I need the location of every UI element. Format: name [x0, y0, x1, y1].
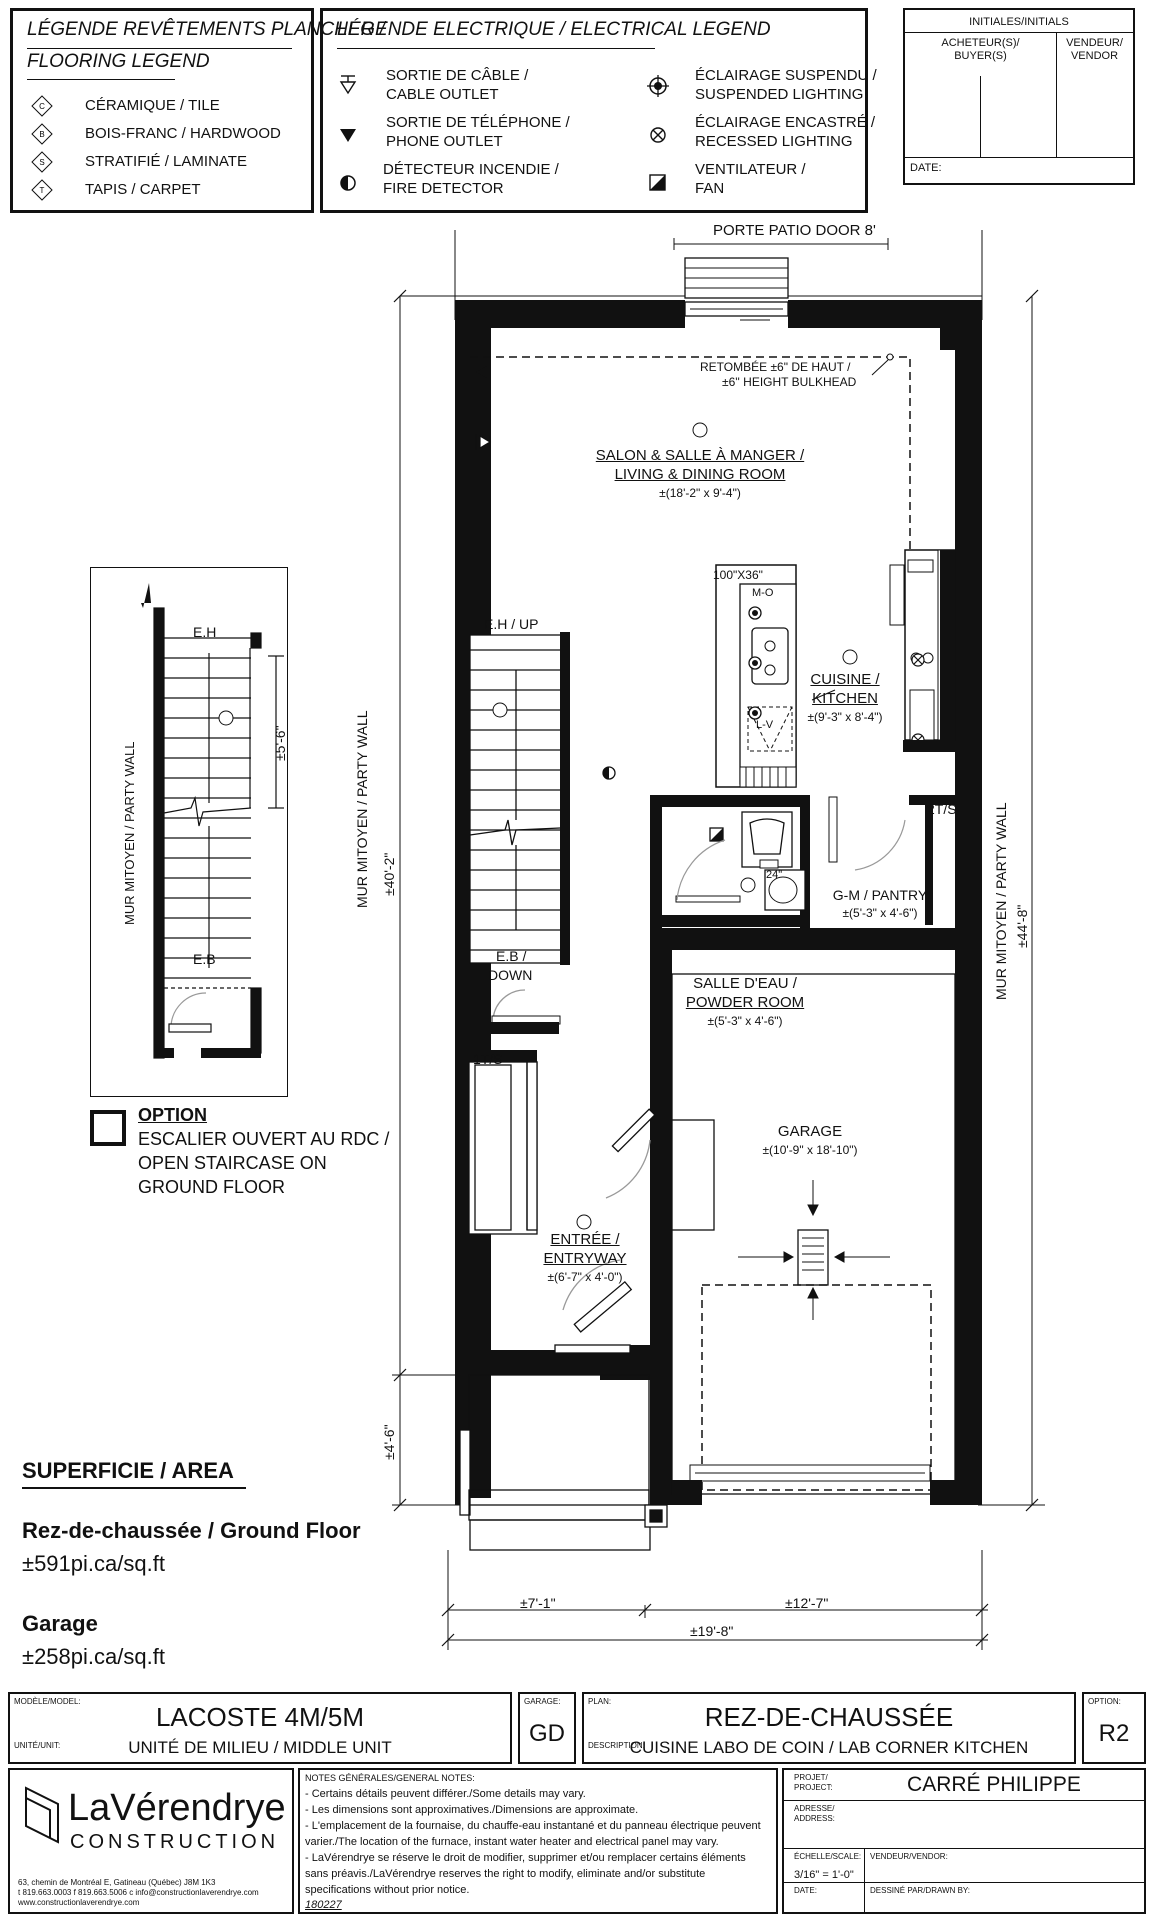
company-name: LaVérendrye — [68, 1787, 286, 1829]
shelf-2-label: 2T/S — [927, 801, 957, 817]
patio-door-label: PORTE PATIO DOOR 8' — [713, 222, 876, 239]
flooring-legend-title: LÉGENDE REVÊTEMENTS PLANCHER / — [27, 19, 385, 40]
ceramic-diamond-icon — [31, 95, 53, 117]
entry-label-fr: ENTRÉE / — [550, 1231, 620, 1248]
option-code-value: R2 — [1098, 1720, 1130, 1747]
hardwood-diamond-icon — [31, 123, 53, 145]
area-ground-label: Rez-de-chaussée / Ground Floor — [22, 1518, 361, 1543]
flooring-legend — [10, 8, 385, 213]
unit-value: UNITÉ DE MILIEU / MIDDLE UNIT — [128, 1738, 392, 1757]
fire-detector-label-en: FIRE DETECTOR — [383, 180, 504, 197]
kitchen-label-en: KITCHEN — [812, 690, 878, 707]
entry-dimensions: ±(6'-7" x 4'-0") — [547, 1270, 623, 1284]
living-label-en: LIVING & DINING ROOM — [614, 466, 786, 483]
pantry-dimensions: ±(5'-3" x 4'-6") — [842, 906, 918, 920]
company-address: 63, chemin de Montréal E, Gatineau (Québec) J8M 1K3 — [18, 1878, 216, 1887]
area-title-underline — [22, 1487, 246, 1489]
door-swing-pantry — [855, 820, 905, 870]
plan-label: PLAN: — [588, 1697, 612, 1706]
stair-floor-tag — [493, 703, 507, 717]
plan-cell — [582, 1692, 1076, 1764]
powder-label-fr: SALLE D'EAU / — [693, 975, 797, 992]
counter-size-label: 100"X36" — [713, 568, 763, 582]
model-value: LACOSTE 4M/5M — [155, 1702, 365, 1732]
initials-vendor-label-en: VENDOR — [1070, 50, 1119, 62]
electrical-legend — [320, 8, 877, 213]
garage-label: GARAGE — [777, 1123, 843, 1140]
area-ground-value: ±591pi.ca/sq.ft — [22, 1551, 165, 1576]
notes-cell — [298, 1768, 778, 1914]
initials-title: INITIALES/INITIALS — [969, 16, 1069, 28]
project-value: CARRÉ PHILIPPE — [907, 1773, 1081, 1796]
notes-title: NOTES GÉNÉRALES/GENERAL NOTES: — [305, 1773, 475, 1783]
option-stairs-up-label: E.H — [193, 624, 217, 640]
flooring-item-carpet — [31, 179, 53, 206]
shelf-1-label: 1T/S — [473, 1051, 503, 1067]
option-line-3: GROUND FLOOR — [138, 1177, 286, 1197]
svg-text:B: B — [39, 130, 45, 139]
project-row-divider-2 — [784, 1848, 1144, 1849]
phone-outlet-icon — [338, 126, 358, 146]
fire-detector-icon — [603, 767, 615, 779]
vendor-label: VENDEUR/VENDOR: — [870, 1852, 948, 1861]
flooring-item-label: TAPIS / CARPET — [85, 181, 201, 198]
recessed-lighting-label-en: RECESSED LIGHTING — [695, 133, 853, 150]
address-label-en: ADDRESS: — [794, 1814, 835, 1823]
suspended-lighting-label-en: SUSPENDED LIGHTING — [695, 86, 864, 103]
notes-line: - LaVérendrye se réserve le droit de modifier, supprimer et/ou remplacer certains éléments — [305, 1852, 746, 1864]
dimension-left: ±40'-2" — [381, 852, 397, 896]
dimension-bottom-total: ±19'-8" — [690, 1623, 734, 1639]
kitchen-label-fr: CUISINE / — [810, 671, 880, 688]
microwave-label: M-O — [752, 587, 774, 599]
door-swing-powder — [677, 840, 725, 900]
bulkhead-label-fr: RETOMBÉE ±6" DE HAUT / — [700, 360, 851, 374]
stairs-up-label: E.H / UP — [484, 616, 539, 632]
bulkhead-leader — [872, 360, 888, 375]
company-cell — [8, 1768, 294, 1914]
option-title: OPTION — [138, 1105, 208, 1125]
kitchen-dimensions: ±(9'-3" x 8'-4") — [807, 710, 883, 724]
living-floor-tag — [693, 423, 707, 437]
living-label-fr: SALON & SALLE À MANGER / — [595, 447, 805, 464]
svg-text:T: T — [39, 186, 45, 195]
scale-label: ÉCHELLE/SCALE: — [794, 1852, 862, 1861]
garage-dimensions: ±(10'-9" x 18'-10") — [762, 1143, 858, 1157]
garage-type-label: GARAGE: — [524, 1697, 561, 1706]
notes-line: - L'emplacement de la fournaise, du chauffe-eau instantané et du panneau électrique peuvent — [305, 1820, 761, 1832]
garage-cell — [518, 1692, 576, 1764]
svg-text:S: S — [39, 158, 45, 167]
initials-box — [903, 8, 1135, 185]
cable-outlet-icon — [338, 73, 358, 97]
suspended-lighting-label-fr: ÉCLAIRAGE SUSPENDU / — [695, 67, 877, 84]
flooring-item-ceramic — [31, 95, 53, 122]
phone-outlet-label-fr: SORTIE DE TÉLÉPHONE / — [386, 114, 570, 131]
model-cell — [8, 1692, 512, 1764]
powder-label-en: POWDER ROOM — [685, 994, 805, 1011]
initials-buyer-label-en: BUYER(S) — [954, 50, 1007, 62]
laminate-diamond-icon — [31, 151, 53, 173]
kitchen-floor-tag — [843, 650, 857, 664]
date-label: DATE: — [794, 1886, 817, 1895]
initials-date-divider — [905, 157, 1133, 158]
bulkhead-label-en: ±6'' HEIGHT BULKHEAD — [722, 375, 857, 389]
bulkhead-marker — [887, 354, 893, 360]
area-title: SUPERFICIE / AREA — [22, 1458, 234, 1483]
porch — [460, 1375, 667, 1550]
flooring-item-hardwood — [31, 123, 53, 150]
powder-dimensions: ±(5'-3" x 4'-6") — [707, 1014, 783, 1028]
company-phone: t 819.663.0003 f 819.663.5006 c info@constructionlaverendrye.com — [18, 1888, 259, 1897]
fan-icon — [710, 828, 723, 841]
drawn-by-label: DESSINÉ PAR/DRAWN BY: — [870, 1886, 971, 1895]
initials-col-divider-2 — [980, 76, 981, 157]
option-checkbox[interactable] — [90, 1110, 126, 1146]
electrical-legend-underline — [337, 48, 655, 49]
fan-label-fr: VENTILATEUR / — [695, 161, 806, 178]
company-logo-icon — [22, 1784, 62, 1846]
option-party-wall: MUR MITOYEN / PARTY WALL — [122, 741, 137, 925]
scale-value: 3/16" = 1'-0" — [794, 1869, 854, 1881]
electrical-legend-title: LÉGENDE ELECTRIQUE / ELECTRICAL LEGEND — [337, 19, 771, 40]
option-line-1: ESCALIER OUVERT AU RDC / — [138, 1129, 390, 1149]
option-staircase-detail — [90, 567, 288, 1097]
garage — [672, 974, 955, 1494]
dimension-bottom-right: ±12'-7" — [785, 1595, 829, 1611]
project-row-divider — [784, 1800, 1144, 1801]
party-wall-right: MUR MITOYEN / PARTY WALL — [993, 802, 1009, 1000]
stairs-down-label: E.B / — [496, 948, 527, 964]
recessed-lighting-label-fr: ÉCLAIRAGE ENCASTRÉ / — [695, 114, 876, 131]
recessed-lighting-icon — [648, 125, 668, 145]
notes-line: sans préavis./LaVérendrye reserves the right to modify, eliminate and/or substitute — [305, 1868, 706, 1880]
unit-label: UNITÉ/UNIT: — [14, 1741, 61, 1750]
option-code-label: OPTION: — [1088, 1697, 1121, 1706]
project-label-en: PROJECT: — [794, 1783, 833, 1792]
area-garage-value: ±258pi.ca/sq.ft — [22, 1644, 165, 1669]
fan-label-en: FAN — [695, 180, 725, 197]
fire-detector-label-fr: DÉTECTEUR INCENDIE / — [383, 161, 559, 178]
stair-wall — [560, 632, 570, 965]
flooring-item-label: STRATIFIÉ / LAMINATE — [85, 153, 247, 170]
kitchen-wall-tile — [940, 550, 955, 740]
flooring-legend-underline-2 — [27, 79, 175, 80]
option-line-2: OPEN STAIRCASE ON — [138, 1153, 327, 1173]
entry-label-en: ENTRYWAY — [543, 1250, 627, 1267]
dimension-right: ±44'-8" — [1014, 904, 1030, 948]
initials-buyer-label: ACHETEUR(S)/ — [941, 37, 1020, 49]
company-sub: CONSTRUCTION — [70, 1831, 280, 1853]
carpet-diamond-icon — [31, 179, 53, 201]
flooring-item-label: BOIS-FRANC / HARDWOOD — [85, 125, 281, 142]
project-col-divider — [864, 1848, 865, 1912]
initials-divider — [905, 32, 1133, 33]
entry-closet — [469, 1062, 655, 1353]
entry-floor-tag — [577, 1215, 591, 1229]
flooring-item-laminate — [31, 151, 53, 178]
notes-line: - Certains détails peuvent différer./Some details may vary. — [305, 1788, 586, 1800]
garage-type-value: GD — [529, 1720, 565, 1747]
dishwasher-label: L-V — [756, 719, 774, 731]
kitchen-wall-segment — [903, 740, 955, 752]
cable-outlet-label-fr: SORTIE DE CÂBLE / — [386, 67, 529, 84]
notes-line: - Les dimensions sont approximatives./Dimensions are approximate. — [305, 1804, 639, 1816]
flooring-item-label: CÉRAMIQUE / TILE — [85, 97, 220, 114]
option-stairs-dimension: ±5'-6" — [272, 725, 288, 761]
powder-room-fixtures — [676, 812, 805, 910]
option-cell — [1082, 1692, 1146, 1764]
option-stairs-down-label: E.B — [193, 951, 216, 967]
description-value: CUISINE LABO DE COIN / LAB CORNER KITCHEN — [629, 1738, 1029, 1757]
project-label: PROJET/ — [794, 1773, 828, 1782]
initials-vendor-label: VENDEUR/ — [1066, 37, 1123, 49]
stairs-down-label-2: DOWN — [488, 967, 533, 983]
flooring-legend-underline — [27, 48, 292, 49]
initials-date-label: DATE: — [910, 162, 942, 174]
garage-walls — [672, 1480, 982, 1505]
cable-outlet-label-en: CABLE OUTLET — [386, 86, 499, 103]
suspended-lighting-icon — [647, 75, 669, 97]
notes-code: 180227 — [305, 1899, 342, 1911]
flooring-legend-subtitle: FLOORING LEGEND — [27, 51, 210, 72]
notes-line: specifications without prior notice. — [305, 1884, 470, 1896]
party-wall-left: MUR MITOYEN / PARTY WALL — [354, 710, 370, 908]
patio-door — [685, 258, 788, 320]
fan-icon — [649, 174, 667, 192]
phone-outlet-label-en: PHONE OUTLET — [386, 133, 503, 150]
notes-line: varier./The location of the furnace, instant water heater and electrical panel may vary. — [305, 1836, 719, 1848]
main-stairs — [470, 635, 565, 963]
model-label: MODÈLE/MODEL: — [14, 1697, 81, 1706]
address-label: ADRESSE/ — [794, 1804, 835, 1813]
sink-size-label: 24" — [766, 869, 783, 881]
svg-text:C: C — [39, 102, 45, 111]
pantry-door — [829, 797, 837, 862]
dimension-left-porch: ±4'-6" — [381, 1424, 397, 1460]
company-web: www.constructionlaverendrye.com — [18, 1898, 140, 1907]
dimension-bottom-left: ±7'-1" — [520, 1595, 556, 1611]
project-cell — [782, 1768, 1146, 1914]
description-label: DESCRIPTION: — [588, 1741, 645, 1750]
pantry-label: G-M / PANTRY — [832, 887, 928, 903]
fire-detector-icon — [338, 173, 358, 193]
living-dimensions: ±(18'-2" x 9'-4") — [659, 486, 741, 500]
area-garage-label: Garage — [22, 1611, 98, 1636]
plan-value: REZ-DE-CHAUSSÉE — [704, 1702, 954, 1732]
